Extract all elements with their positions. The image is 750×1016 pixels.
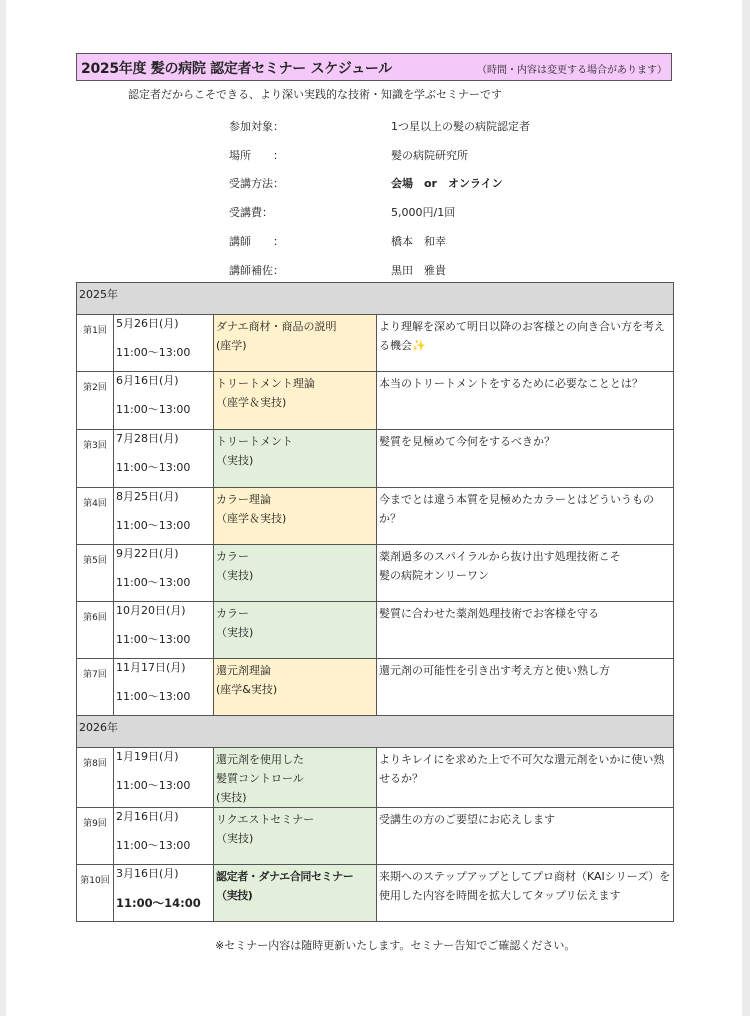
session-date-cell <box>114 659 214 716</box>
schedule-table <box>76 282 674 922</box>
session-number: 第4回 <box>77 488 114 545</box>
session-time: 11:00～14:00 <box>116 896 201 910</box>
title-bar <box>76 53 672 81</box>
session-topic: カラー （実技) <box>214 602 377 659</box>
session-date-cell <box>114 372 214 430</box>
session-time: 11:00～13:00 <box>116 779 191 792</box>
session-time: 11:00～13:00 <box>116 633 191 646</box>
year-row-2026 <box>77 716 674 748</box>
session-description: 受講生の方のご要望にお応えします <box>377 808 674 865</box>
session-number: 第8回 <box>77 748 114 808</box>
year-label: 2026年 <box>77 716 674 748</box>
info-label-fee: 受講費： <box>229 206 273 219</box>
session-number: 第9回 <box>77 808 114 865</box>
session-date-cell <box>114 488 214 545</box>
session-topic: カラー理論 （座学＆実技) <box>214 488 377 545</box>
subtitle: 認定者だからこそできる、より深い実践的な技術・知識を学ぶセミナーです <box>128 88 502 101</box>
table-row <box>77 545 674 602</box>
session-topic: トリートメント理論 （座学＆実技) <box>214 372 377 430</box>
info-value-method: 会場 or オンライン <box>391 177 503 190</box>
table-row <box>77 315 674 372</box>
session-number: 第1回 <box>77 315 114 372</box>
info-label-target: 参加対象： <box>229 120 284 133</box>
session-date: 8月25日(月) <box>116 490 179 503</box>
session-time: 11:00～13:00 <box>116 403 191 416</box>
session-date-cell <box>114 602 214 659</box>
info-label-place: 場所 ： <box>229 149 284 162</box>
session-description: 還元剤の可能性を引き出す考え方と使い熟し方 <box>377 659 674 716</box>
session-date-cell <box>114 430 214 488</box>
session-topic: トリートメント （実技) <box>214 430 377 488</box>
session-time: 11:00～13:00 <box>116 839 191 852</box>
session-date-cell <box>114 315 214 372</box>
session-topic: ダナエ商材・商品の説明 (座学) <box>214 315 377 372</box>
session-description: 来期へのステップアップとしてプロ商材（KAIシリーズ）を使用した内容を時間を拡大してタップリ伝えます <box>377 865 674 922</box>
session-time: 11:00～13:00 <box>116 690 191 703</box>
session-date: 2月16日(月) <box>116 810 179 823</box>
table-row <box>77 748 674 808</box>
year-row-2025 <box>77 283 674 315</box>
table-row <box>77 602 674 659</box>
session-number: 第2回 <box>77 372 114 430</box>
session-date: 3月16日(月) <box>116 867 179 880</box>
session-date-cell <box>114 748 214 808</box>
info-value-fee: 5,000円/1回 <box>391 206 456 219</box>
table-row <box>77 808 674 865</box>
session-number: 第6回 <box>77 602 114 659</box>
session-date: 10月20日(月) <box>116 604 186 617</box>
session-date: 11月17日(月) <box>116 661 186 674</box>
session-description: 髪質を見極めて今何をするべきか？ <box>377 430 674 488</box>
info-label-assistant: 講師補佐： <box>229 264 284 277</box>
session-date: 7月28日(月) <box>116 432 179 445</box>
session-topic: カラー （実技) <box>214 545 377 602</box>
session-topic: 還元剤を使用した 髪質コントロール (実技) <box>214 748 377 808</box>
session-date: 6月16日(月) <box>116 374 179 387</box>
table-row <box>77 372 674 430</box>
session-description: 髪質に合わせた薬剤処理技術でお客様を守る <box>377 602 674 659</box>
info-value-target: 1つ星以上の髪の病院認定者 <box>391 120 530 133</box>
session-topic: 還元剤理論 (座学&実技) <box>214 659 377 716</box>
session-description: 今までとは違う本質を見極めたカラーとはどういうものか？ <box>377 488 674 545</box>
info-value-place: 髪の病院研究所 <box>391 149 468 162</box>
title-note: （時間・内容は変更する場合があります） <box>477 65 667 76</box>
session-date: 9月22日(月) <box>116 547 179 560</box>
session-date-cell <box>114 545 214 602</box>
session-number: 第5回 <box>77 545 114 602</box>
info-label-method: 受講方法： <box>229 177 284 190</box>
session-date: 1月19日(月) <box>116 750 179 763</box>
info-value-lecturer: 橋本 和幸 <box>391 235 446 248</box>
info-label-lecturer: 講師 ： <box>229 235 284 248</box>
session-number: 第10回 <box>77 865 114 922</box>
session-number: 第7回 <box>77 659 114 716</box>
session-time: 11:00～13:00 <box>116 519 191 532</box>
footer-note: ※セミナー内容は随時更新いたします。セミナー告知でご確認ください。 <box>215 939 576 952</box>
session-date: 5月26日(月) <box>116 317 179 330</box>
session-description: よりキレイにを求めた上で不可欠な還元剤をいかに使い熟せるか？ <box>377 748 674 808</box>
session-date-cell <box>114 808 214 865</box>
session-time: 11:00～13:00 <box>116 576 191 589</box>
table-row <box>77 430 674 488</box>
table-row <box>77 488 674 545</box>
session-time: 11:00～13:00 <box>116 461 191 474</box>
session-date-cell <box>114 865 214 922</box>
session-description: より理解を深めて明日以降のお客様との向き合い方を考える機会✨ <box>377 315 674 372</box>
session-time: 11:00～13:00 <box>116 346 191 359</box>
year-label: 2025年 <box>77 283 674 315</box>
info-value-assistant: 黒田 雅貴 <box>391 264 446 277</box>
table-row <box>77 865 674 922</box>
session-description: 本当のトリートメントをするために必要なこととは？ <box>377 372 674 430</box>
session-topic: リクエストセミナー （実技) <box>214 808 377 865</box>
session-description: 薬剤過多のスパイラルから抜け出す処理技術こそ 髪の病院オンリーワン <box>377 545 674 602</box>
table-row <box>77 659 674 716</box>
session-number: 第3回 <box>77 430 114 488</box>
session-topic: 認定者・ダナエ合同セミナー （実技) <box>214 865 377 922</box>
page-title: 2025年度 髪の病院 認定者セミナー スケジュール <box>81 61 392 77</box>
